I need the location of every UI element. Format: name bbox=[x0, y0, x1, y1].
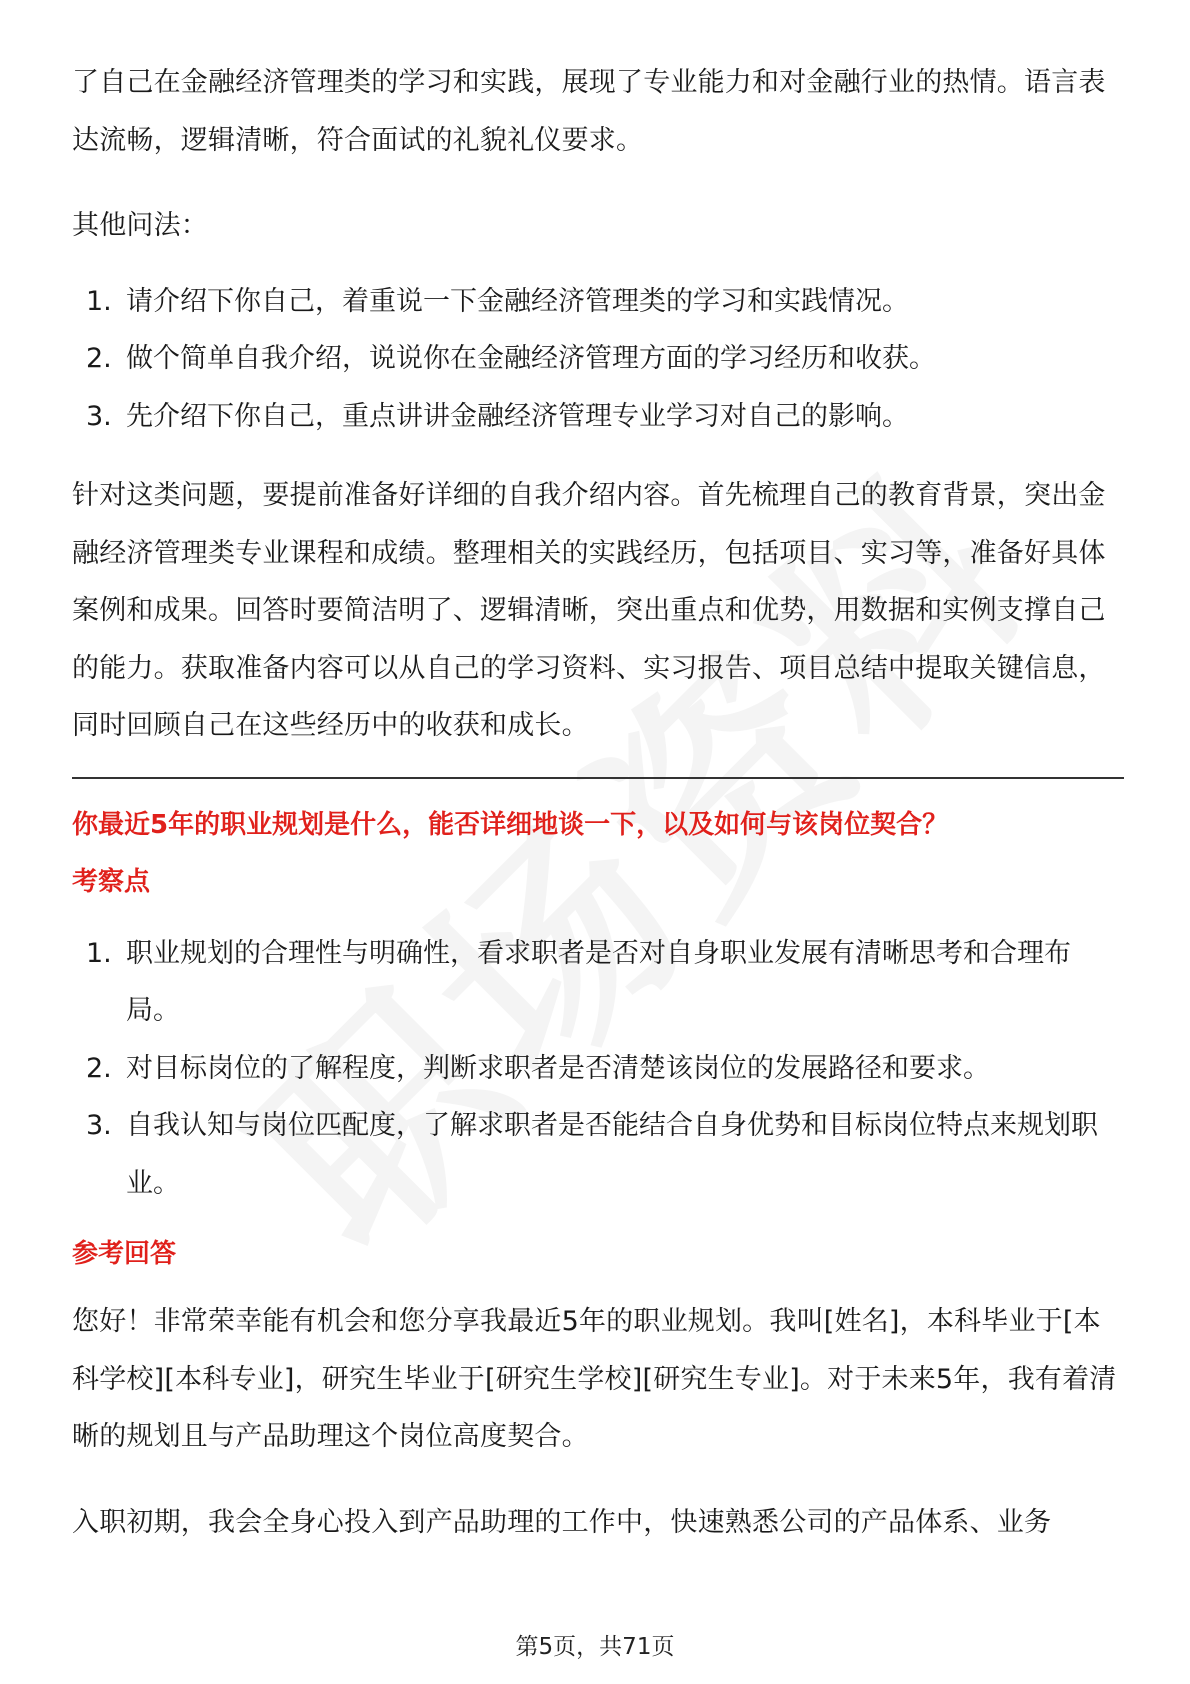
list-text: 对目标岗位的了解程度，判断求职者是否清楚该岗位的发展路径和要求。 bbox=[126, 1052, 990, 1084]
list-item bbox=[72, 1040, 1124, 1098]
list-number: 1. bbox=[86, 937, 112, 969]
list-item bbox=[72, 1097, 1124, 1212]
focus-label: 考察点 bbox=[72, 866, 151, 897]
list-item bbox=[72, 273, 1124, 331]
list-number: 1. bbox=[86, 285, 112, 317]
section-divider bbox=[72, 777, 1124, 779]
document-page bbox=[72, 54, 1124, 1551]
intro-paragraph: 了自己在金融经济管理类的学习和实践，展现了专业能力和对金融行业的热情。语言表达流畅，逻辑清晰，符合面试的礼貌礼仪要求。 bbox=[72, 67, 1106, 156]
answer-label: 参考回答 bbox=[72, 1239, 177, 1269]
list-text: 先介绍下你自己，重点讲讲金融经济管理专业学习对自己的影响。 bbox=[126, 400, 909, 432]
other-questions-label: 其他问法： bbox=[72, 210, 208, 241]
other-questions-list bbox=[72, 273, 1124, 446]
list-number: 3. bbox=[86, 400, 112, 432]
list-item bbox=[72, 925, 1124, 1040]
list-item bbox=[72, 330, 1124, 388]
list-number: 2. bbox=[86, 343, 112, 374]
list-text: 请介绍下你自己，着重说一下金融经济管理类的学习和实践情况。 bbox=[126, 285, 909, 317]
advice-paragraph: 针对这类问题，要提前准备好详细的自我介绍内容。首先梳理自己的教育背景，突出金融经济管理类专业课程和成绩。整理相关的实践经历，包括项目、实习等，准备好具体案例和成果。回答时要简洁明了、逻辑清晰，突出重点和优势，用数据和实例支撑自己的能力。获取准备内容可以从自己的学习资料、实习报告、项目总结中提取关键信息，同时回顾自己在这些经历中的收获和成长。 bbox=[72, 480, 1106, 741]
list-text: 职业规划的合理性与明确性，看求职者是否对自身职业发展有清晰思考和合理布局。 bbox=[126, 937, 1071, 1026]
page-footer: 第5页，共71页 bbox=[515, 1634, 675, 1660]
list-text: 做个简单自我介绍，说说你在金融经济管理方面的学习经历和收获。 bbox=[126, 343, 936, 374]
answer-paragraph: 您好！非常荣幸能有机会和您分享我最近5年的职业规划。我叫[姓名]，本科毕业于[本科学校][本科专业]，研究生毕业于[研究生学校][研究生专业]。对于未来5年，我有着清晰的规划且与产品助理这个岗位高度契合。 bbox=[72, 1306, 1117, 1452]
list-text: 自我认知与岗位匹配度，了解求职者是否能结合自身优势和目标岗位特点来规划职业。 bbox=[126, 1110, 1098, 1199]
answer-paragraph: 入职初期，我会全身心投入到产品助理的工作中，快速熟悉公司的产品体系、业务 bbox=[72, 1506, 1052, 1538]
list-number: 2. bbox=[86, 1052, 112, 1084]
focus-points-list bbox=[72, 925, 1124, 1213]
question-title: 你最近5年的职业规划是什么，能否详细地谈一下，以及如何与该岗位契合？ bbox=[72, 809, 949, 840]
list-item bbox=[72, 388, 1124, 446]
list-number: 3. bbox=[86, 1110, 112, 1141]
